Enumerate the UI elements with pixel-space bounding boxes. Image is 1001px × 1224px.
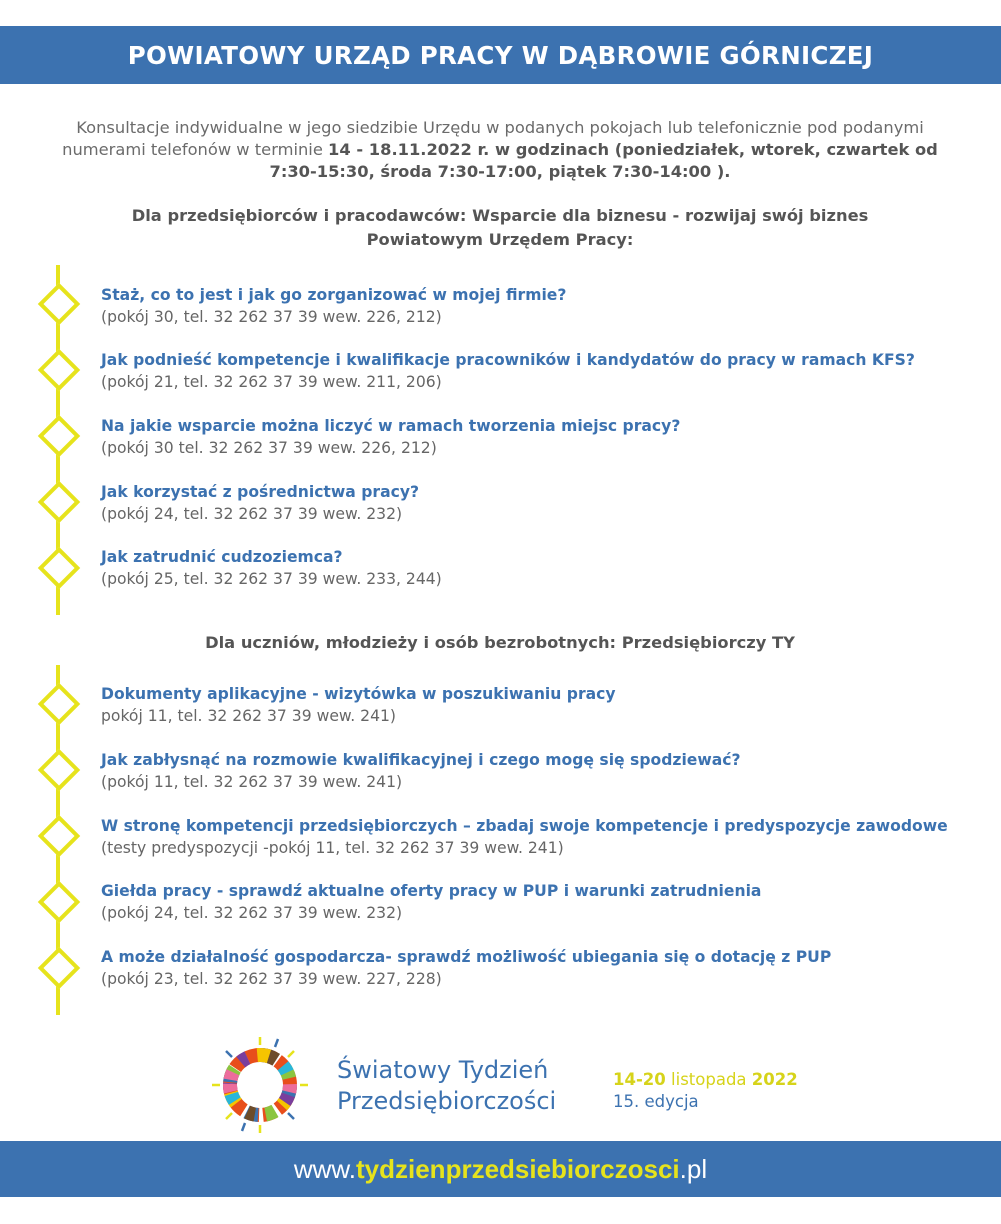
url-prefix: www. xyxy=(293,1153,356,1184)
item-title: Jak zabłysnąć na rozmowie kwalifikacyjnej i czego mogę się spodziewać? xyxy=(101,751,741,769)
diamond-marker-icon xyxy=(38,947,80,989)
event-dates xyxy=(613,1069,798,1113)
item-detail: (pokój 24, tel. 32 262 37 39 wew. 232) xyxy=(101,904,403,922)
item-detail: (pokój 30, tel. 32 262 37 39 wew. 226, 212) xyxy=(101,308,442,326)
event-name xyxy=(337,1055,556,1117)
list-item xyxy=(101,415,961,459)
diamond-marker-icon xyxy=(38,749,80,791)
item-detail: (pokój 11, tel. 32 262 37 39 wew. 241) xyxy=(101,773,403,791)
intro-dates: 14 - 18.11.2022 r. w godzinach (poniedziałek, wtorek, czwartek od 7:30-15:30, środa 7:30-17:00, piątek 7:30-14:00 ). xyxy=(269,140,938,181)
item-title: Na jakie wsparcie można liczyć w ramach tworzenia miejsc pracy? xyxy=(101,417,681,435)
section-business-title-line2: Powiatowym Urzędem Pracy: xyxy=(366,230,634,249)
url-suffix: .pl xyxy=(679,1153,708,1184)
diamond-marker-icon xyxy=(38,547,80,589)
intro-description: Konsultacje indywidualne w jego siedzibie Urzędu w podanych pokojach lub telefonicznie pod podanymi numerami telefonów w terminie xyxy=(62,118,924,159)
list-item xyxy=(101,880,961,924)
page-title: POWIATOWY URZĄD PRACY W DĄBROWIE GÓRNICZEJ xyxy=(127,40,874,70)
diamond-marker-icon xyxy=(38,349,80,391)
colorful-wheel-icon xyxy=(205,1035,315,1135)
dates-month: listopada xyxy=(671,1070,747,1089)
item-detail: (pokój 23, tel. 32 262 37 39 wew. 227, 228) xyxy=(101,970,442,988)
item-title: Jak podnieść kompetencje i kwalifikacje pracowników i kandydatów do pracy w ramach KFS? xyxy=(101,351,915,369)
item-detail: pokój 11, tel. 32 262 37 39 wew. 241) xyxy=(101,707,397,725)
item-detail: (pokój 30 tel. 32 262 37 39 wew. 226, 212) xyxy=(101,439,437,457)
section-business-title xyxy=(60,204,940,252)
item-title: Staż, co to jest i jak go zorganizować w mojej firmie? xyxy=(101,286,567,304)
item-title: Dokumenty aplikacyjne - wizytówka w poszukiwaniu pracy xyxy=(101,685,616,703)
event-name-line1: Światowy Tydzień xyxy=(337,1056,549,1084)
item-title: Jak korzystać z pośrednictwa pracy? xyxy=(101,483,420,501)
dates-year: 2022 xyxy=(751,1070,798,1089)
diamond-marker-icon xyxy=(38,283,80,325)
diamond-marker-icon xyxy=(38,683,80,725)
list-item xyxy=(101,349,961,393)
event-edition: 15. edycja xyxy=(613,1092,699,1111)
diamond-marker-icon xyxy=(38,481,80,523)
item-detail: (testy predyspozycji -pokój 11, tel. 32 262 37 39 wew. 241) xyxy=(101,839,564,857)
list-item xyxy=(101,546,961,590)
list-item xyxy=(101,284,961,328)
list-item xyxy=(101,749,961,793)
list-item xyxy=(101,683,961,727)
diamond-marker-icon xyxy=(38,881,80,923)
section-students-title-line: Dla uczniów, młodzieży i osób bezrobotnych: Przedsiębiorczy TY xyxy=(205,633,795,652)
timeline-business xyxy=(28,265,92,615)
item-detail: (pokój 25, tel. 32 262 37 39 wew. 233, 244) xyxy=(101,570,442,588)
footer-url-bar xyxy=(0,1141,1001,1197)
item-title: W stronę kompetencji przedsiębiorczych – zbadaj swoje kompetencje i predyspozycje zawodowe xyxy=(101,817,948,835)
list-item xyxy=(101,481,961,525)
item-detail: (pokój 24, tel. 32 262 37 39 wew. 232) xyxy=(101,505,403,523)
section-students-title xyxy=(60,631,940,655)
item-title: Giełda pracy - sprawdź aktualne oferty pracy w PUP i warunki zatrudnienia xyxy=(101,882,762,900)
event-dates-line xyxy=(613,1069,798,1091)
item-title: A może działalność gospodarcza- sprawdź możliwość ubiegania się o dotację z PUP xyxy=(101,948,832,966)
intro-text xyxy=(60,117,940,183)
event-name-line2: Przedsiębiorczości xyxy=(337,1087,557,1115)
timeline-students xyxy=(28,665,92,1015)
diamond-marker-icon xyxy=(38,815,80,857)
item-detail: (pokój 21, tel. 32 262 37 39 wew. 211, 206) xyxy=(101,373,442,391)
page-header xyxy=(0,26,1001,84)
list-item xyxy=(101,815,961,859)
event-logo xyxy=(205,1035,825,1135)
item-title: Jak zatrudnić cudzoziemca? xyxy=(101,548,343,566)
url-domain: tydzienprzedsiebiorczosci xyxy=(356,1153,680,1184)
diamond-marker-icon xyxy=(38,415,80,457)
dates-range: 14-20 xyxy=(613,1070,666,1089)
section-business-title-line1: Dla przedsiębiorców i pracodawców: Wsparcie dla biznesu - rozwijaj swój biznes xyxy=(131,206,869,225)
list-item xyxy=(101,946,961,990)
